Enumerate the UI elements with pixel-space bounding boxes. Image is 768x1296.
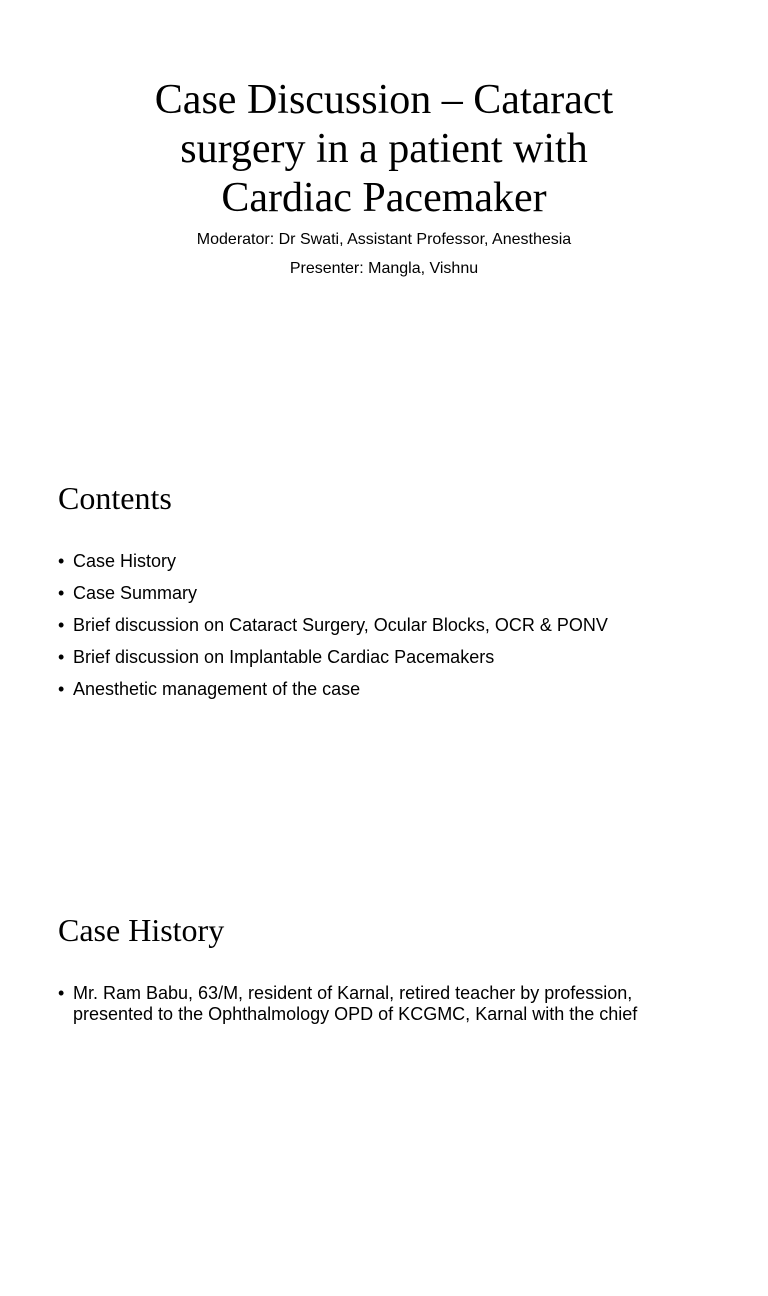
- presentation-title: [60, 76, 708, 223]
- list-item-text: Brief discussion on Implantable Cardiac Pacemakers: [73, 647, 495, 667]
- title-slide: [0, 0, 768, 432]
- bullet-icon: •: [58, 647, 65, 667]
- contents-slide: [0, 432, 768, 864]
- list-item: [58, 983, 678, 1025]
- bullet-icon: •: [58, 551, 65, 571]
- list-item: [58, 615, 678, 636]
- contents-list: [58, 551, 678, 711]
- moderator-line: Moderator: Dr Swati, Assistant Professor, Anesthesia: [196, 231, 572, 248]
- bullet-icon: •: [58, 583, 65, 603]
- title-line-2: surgery in a patient with: [180, 126, 588, 172]
- bullet-icon: •: [58, 679, 65, 699]
- case-history-heading: Case History: [58, 912, 225, 948]
- list-item-text: Case Summary: [73, 583, 198, 603]
- title-line-1: Case Discussion – Cataract: [154, 77, 614, 123]
- bullet-icon: •: [58, 983, 65, 1003]
- list-item-text: Mr. Ram Babu, 63/M, resident of Karnal, retired teacher by profession, presented to the Ophthalmology OPD of KCGMC, Karnal with the chief: [73, 983, 638, 1024]
- list-item: [58, 679, 678, 700]
- case-history-list: [58, 983, 678, 1036]
- list-item-text: Brief discussion on Cataract Surgery, Ocular Blocks, OCR & PONV: [73, 615, 608, 635]
- title-line-3: Cardiac Pacemaker: [221, 175, 547, 221]
- list-item-text: Anesthetic management of the case: [73, 679, 361, 699]
- presenter-line: Presenter: Mangla, Vishnu: [289, 260, 479, 277]
- list-item-text: Case History: [73, 551, 177, 571]
- case-history-slide: [0, 864, 768, 1296]
- list-item: [58, 551, 678, 572]
- bullet-icon: •: [58, 615, 65, 635]
- contents-heading: Contents: [58, 480, 172, 516]
- list-item: [58, 583, 678, 604]
- list-item: [58, 647, 678, 668]
